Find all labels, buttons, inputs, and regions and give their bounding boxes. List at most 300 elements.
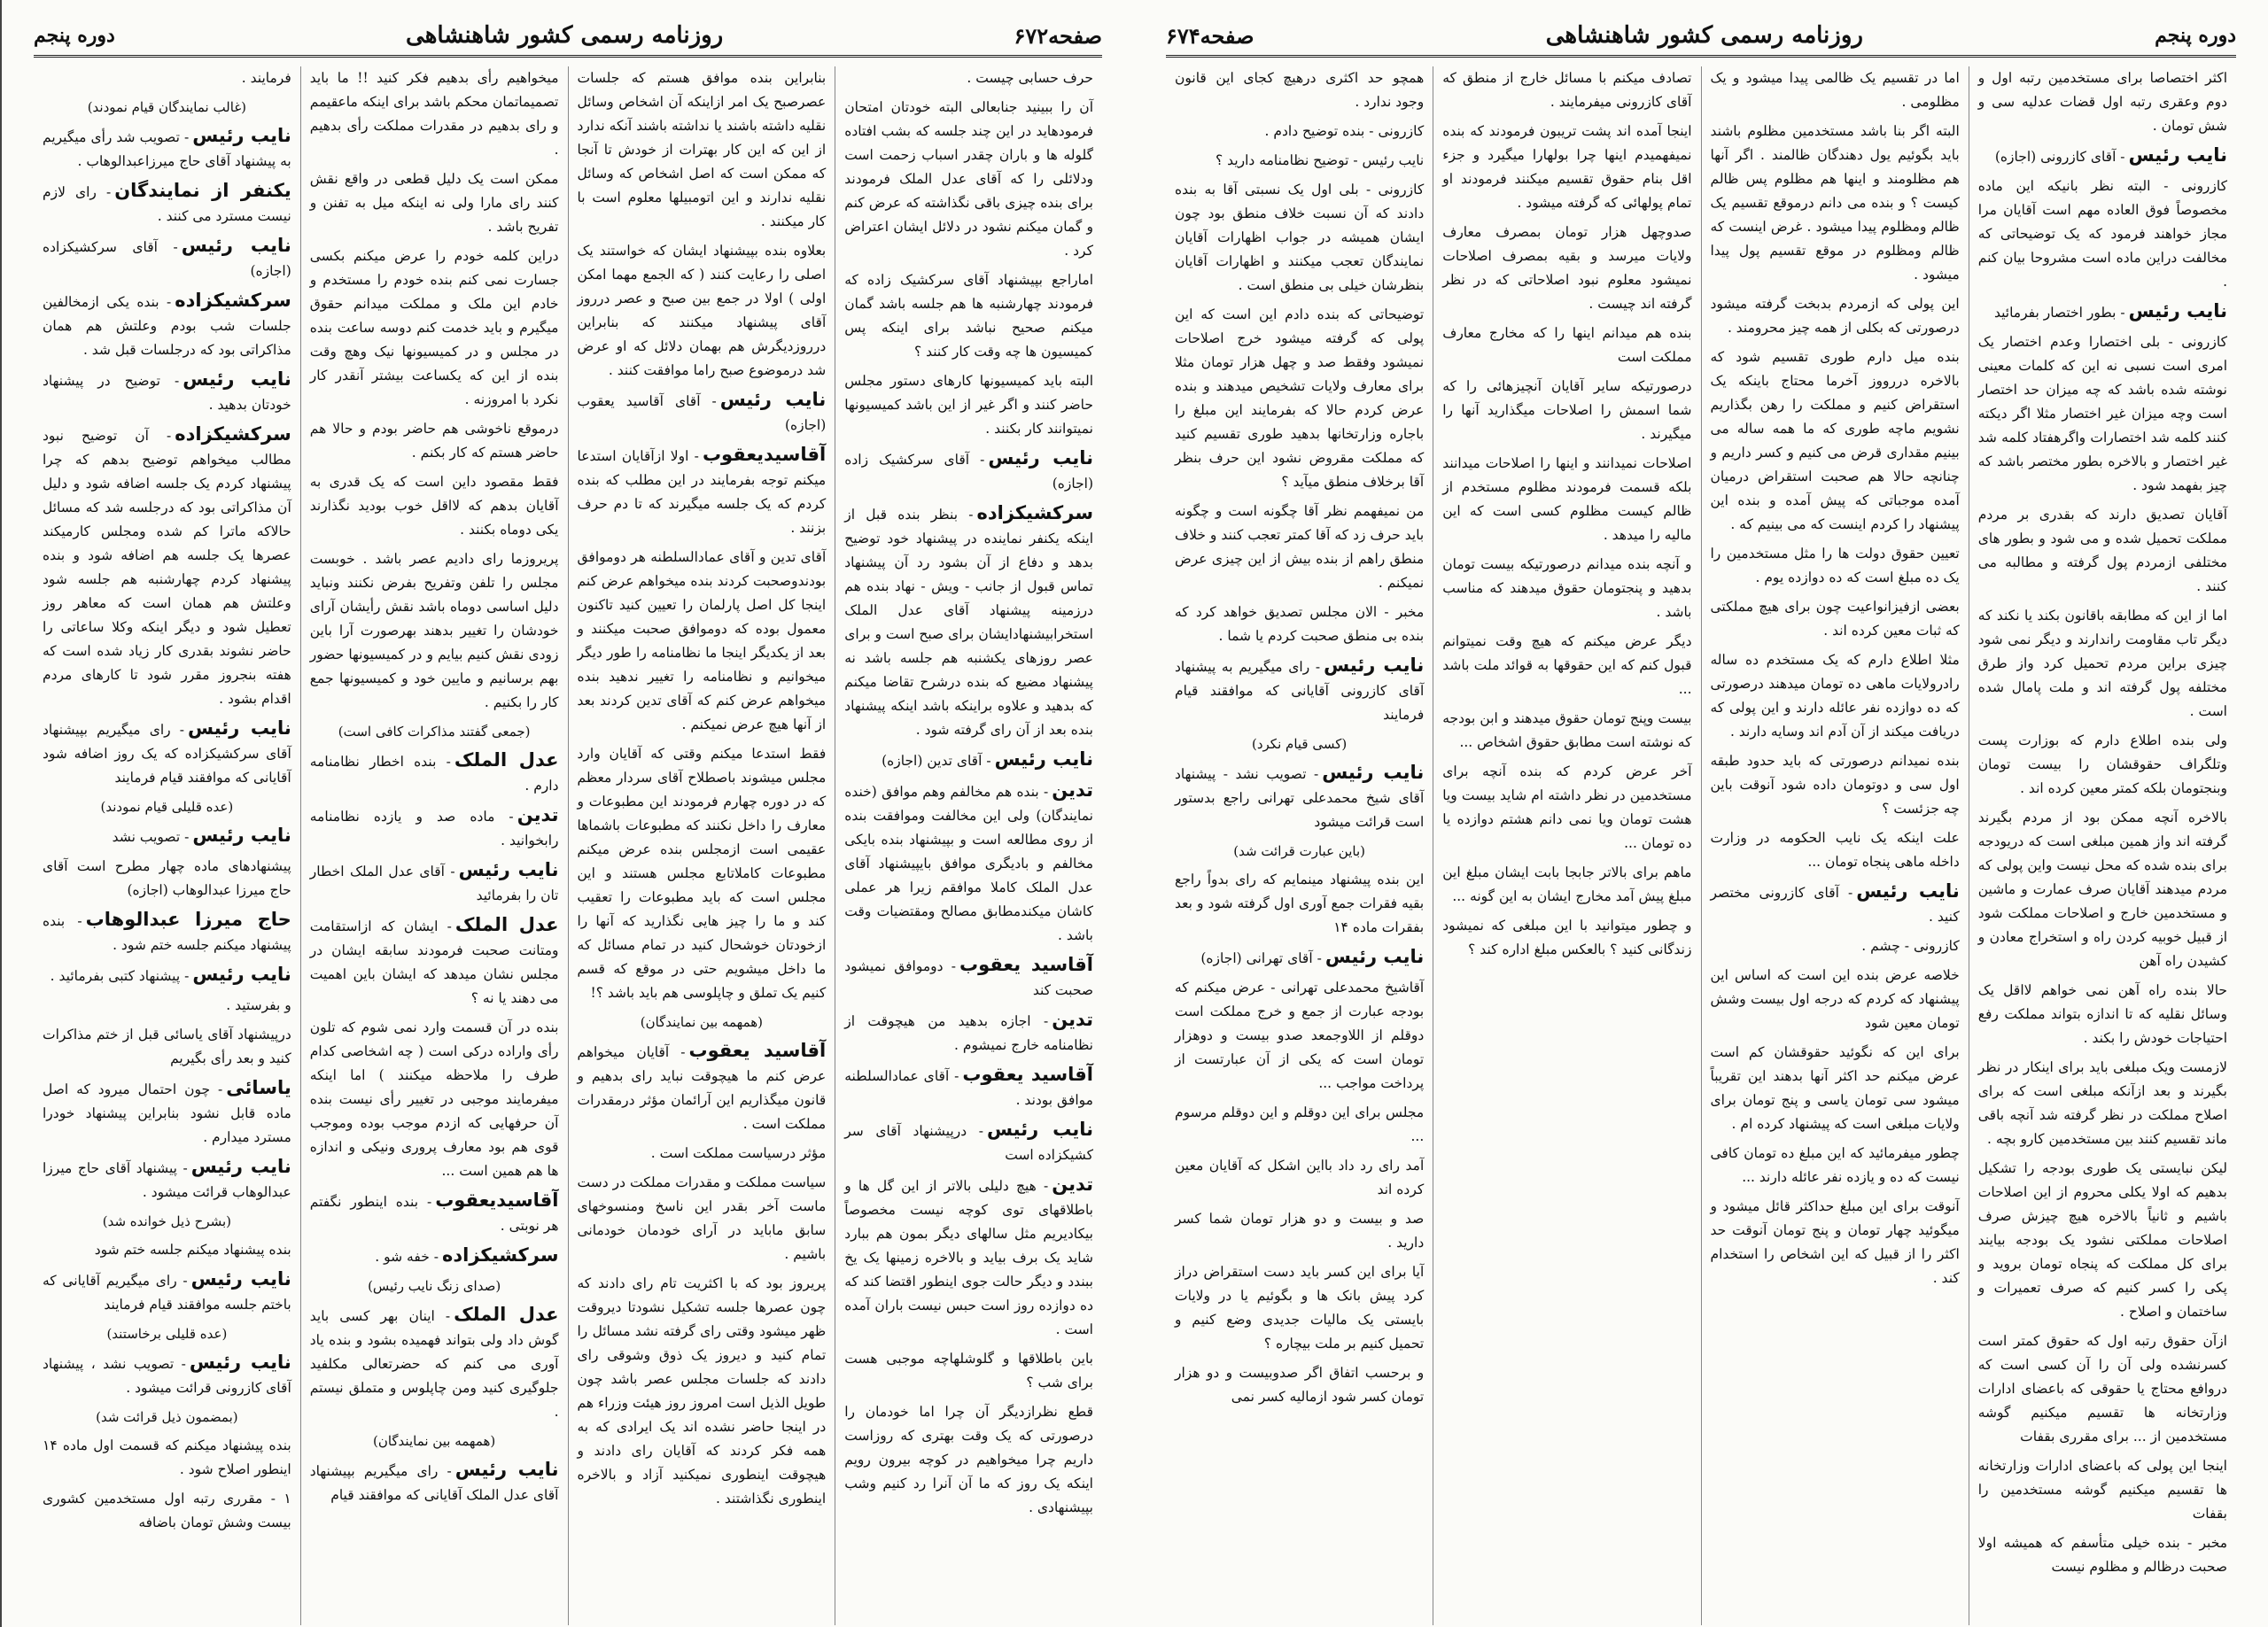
paragraph-text: بنابراین بنده موافق هستم که جلسات عصرصبح یک امر ازاینکه آن اشخاص وسائل نقلیه داشته باشند یا نداشته باشند آنکه ندارد از این که این کار بهترات از خودش تا آنجا که ممکن است که اصل اشخاص که وسائل نقلیه ندارند و این اتومبیلها معلوم است با کار میکنند . <box>577 70 827 229</box>
text-paragraph <box>1175 1154 1424 1202</box>
speaker-name: نایب رئیس <box>994 748 1093 770</box>
paragraph-text: دیگر عرض میکنم که هیچ وقت نمیتوانم قبول کنم که این حقوقها به قوائد ملت باشد ... <box>1442 633 1692 697</box>
speaker-name: نایب رئیس <box>719 389 827 410</box>
paragraph-text: - تصویب شد رأی میگیریم به پیشنهاد آقای حاج میرزاعبدالوهاب . <box>43 129 291 169</box>
text-paragraph <box>578 742 827 1005</box>
speech-paragraph <box>310 1458 559 1507</box>
paragraph-text: - بنده هم مخالفم وهم موافق (خنده نمایندگان) ولی این مخالفت وموافقت بنده از روی مطالعه است و بپیشنهاد بنده بایکی مخالفم و بادیگری موافق بایپیشنهاد آقای عدل الملک کاملا موافقم زیرا هر عملی کاشان میکندمطابق مصالح ومقتضیات وقت باشد . <box>844 784 1093 943</box>
paragraph-text: اینجا آمده اند پشت تریبون فرمودند که بنده نمیفهمیدم اینها چرا بولهارا میگیرد و جزء اقل بنام حقوق تقسیم میکنند فرمودند او تمام پولهائی که گرفته میشود . <box>1442 123 1692 211</box>
text-column <box>835 66 1102 1625</box>
speaker-name: نایب رئیس <box>192 964 291 985</box>
speaker-name: نایب رئیس <box>188 717 291 739</box>
paragraph-text: - تصویب نشد ، پیشنهاد آقای کازرونی قرائت میشود . <box>43 1356 291 1396</box>
text-paragraph <box>1978 1531 2227 1579</box>
text-paragraph <box>1442 120 1691 215</box>
speaker-name: سرکشیکزاده <box>976 502 1093 523</box>
stage-note: (جمعی گفتند مذاکرات کافی است) <box>338 724 531 740</box>
speaker-name: عدل الملک <box>454 914 559 935</box>
text-paragraph <box>1442 914 1691 962</box>
paragraph-text: پریروزما رای دادیم عصر باشد . خوبست مجلس را تلفن وتفریح بفرض نکنند ونباید دلیل اساسی دوماه باشد نقش رأیشان آرای خودشان را تغییر بدهند بهرصورت آرا باین زودی نقش کنیم بیایم و در کمیسیونها حضور بهم برسانیم و مایین خود و کمیسیونها جمع کار را بکنیم . <box>309 551 559 710</box>
speech-paragraph <box>1711 879 1960 929</box>
paragraph-text: تصادف میکنم با مسائل خارج از منطق که آقای کازرونی میفرمایند . <box>1442 70 1692 110</box>
text-paragraph <box>310 547 559 715</box>
newspaper-title: روزنامه رسمی کشور شاهنشاهی <box>1545 22 1863 49</box>
speaker-name: عدل الملک <box>454 1304 559 1325</box>
paragraph-text: همچو حد اکثری درهیچ کجای این قانون وجود ندارد . <box>1175 70 1425 110</box>
text-column <box>300 66 568 1625</box>
speech-paragraph <box>43 1076 291 1150</box>
columns <box>34 66 1102 1625</box>
speaker-name: تدین <box>1052 1009 1093 1030</box>
speech-paragraph <box>43 1155 291 1205</box>
text-paragraph <box>1711 826 1960 874</box>
text-column <box>34 66 300 1625</box>
speaker-name: نایب رئیس <box>181 235 291 256</box>
speaker-name: نایب رئیس <box>192 825 291 846</box>
paragraph-text: اکثر اختصاصا برای مستخدمین رتبه اول و دوم وعقری رتبه اول قضات عدلیه سی و شش تومان . <box>1977 70 2227 134</box>
text-paragraph <box>1711 934 1960 958</box>
paragraph-text: برای این که نگوئید حقوقشان کم است عرض میکنم حد اکثر آنها بدهند این تقریباً میشود سی تومان یاسی و پنج تومان برای ولایات مبلغی است که پیشنهاد کرده ام . <box>1710 1044 1960 1132</box>
text-paragraph <box>310 1016 559 1183</box>
stage-note: (باین عبارت قرائت شد) <box>1233 843 1365 859</box>
stage-note: (غالب نمایندگان قیام نمودند) <box>87 99 247 115</box>
speaker-name: نایب رئیس <box>2128 300 2227 322</box>
text-paragraph <box>310 167 559 239</box>
paragraph-text: میخواهیم رأی بدهیم فکر کنید !! ما باید تصمیماتمان محکم باشد برای اینکه ماعقیمم و رای بدهیم در مقدرات مملکت رأی بدهیم . <box>309 70 559 158</box>
speaker-name: نایب رئیس <box>192 125 291 146</box>
paragraph-text: آنوقت برای این مبلغ حداکثر قائل میشود و میگوئید چهار تومان و پنج تومان آنوقت حد اکثر را از قبیل که این اشخاص را استخدام کند . <box>1710 1198 1960 1286</box>
paragraph-text: تعیین حقوق دولت ها را مثل مستخدمین را یک ده مبلغ است که ده دوازده یوم . <box>1710 546 1960 585</box>
text-column <box>1701 66 1969 1625</box>
paragraph-text: آخر عرض کردم که بنده آنچه برای مستخدمین در نظر داشته ام شاید بیست ویا هشت تومان ویا نمی دانم هشتم دوازده یا ده تومان ... <box>1442 763 1692 851</box>
text-paragraph <box>1175 600 1424 648</box>
speaker-name: تدین <box>1052 1174 1093 1195</box>
stage-note: (بشرح ذیل خوانده شد) <box>102 1213 232 1229</box>
stage-note: (بمضمون ذیل قرائت شد) <box>96 1409 238 1425</box>
speech-paragraph <box>844 1063 1093 1112</box>
speaker-name: آقاسید یعقوب <box>959 954 1094 975</box>
paragraph-text: - بنده پیشنهاد میکنم جلسه ختم شود . <box>43 913 291 953</box>
text-paragraph <box>1442 861 1691 909</box>
text-paragraph <box>1442 221 1691 316</box>
speech-paragraph <box>844 1173 1093 1342</box>
speech-paragraph <box>43 234 291 283</box>
paragraph-text: بنده نمیدانم درصورتی که باید حدود طبقه اول سی و دوتومان داده شود آنوقت باین چه جزئست ؟ <box>1710 753 1960 817</box>
issue-label: دوره پنجم <box>2155 24 2236 47</box>
page-left <box>1134 0 2268 1627</box>
paragraph-text: توضیحاتی که بنده دادم این است که این پولی که گرفته میشود خرج اصلاحات نمیشود وفقط صد و چهل هزار تومان مثلا برای معارف ولایات تشخیص میدهند و بنده عرض کردم حالا که بفرمایند این مبلغ را باجاره وزارتخانها بدهید طوری تقسیم کنید که مملکت مقروض نشود این حرف بنظر آقا برخلاف منطق میآید ؟ <box>1175 306 1425 490</box>
text-paragraph <box>1442 375 1691 446</box>
text-paragraph <box>578 1171 827 1267</box>
speech-paragraph <box>1978 143 2227 169</box>
paragraph-text: - آقای عدل الملک اخطار تان را بفرمائید <box>309 864 559 903</box>
text-paragraph <box>1442 66 1691 114</box>
speech-paragraph <box>310 1189 559 1238</box>
paragraph-text: آقای تدین و آقای عمادالسلطنه هر دوموافق بودندوصحبت کردند بنده میخواهم عرض کنم اینجا کل اصل پارلمان را تعیین کنید تاکنون معمول بوده که دوموافق صحبت میکنند و بعد از یکدیگر اینجا ما نظامنامه را طور دیگر میخوانیم و نظامنامه را تغییر ندهید بنده میخواهم عرض کنم که آقای تدین کردند بعد از آنها هیچ عرض نمیکنم . <box>577 549 827 732</box>
speaker-name: نایب رئیس <box>190 1268 291 1290</box>
text-paragraph <box>1711 1041 1960 1136</box>
speaker-name: نایب رئیس <box>190 1156 291 1177</box>
text-paragraph <box>1711 964 1960 1035</box>
text-paragraph <box>578 1142 827 1166</box>
text-paragraph <box>1175 149 1424 173</box>
speaker-name: سرکشیکزاده <box>441 1244 559 1266</box>
paragraph-text: ولی بنده اطلاع دارم که بوزارت پست وتلگراف حقوقشان را بیست تومان وبنجتومان بلکه کمتر معین کرده اند . <box>1977 732 2227 796</box>
paragraph-text: دراین کلمه خودم را عرض میکنم بکسی جسارت نمی کنم بنده خودم را مستخدم و خادم این ملک و مملکت میدانم حقوق میگیرم و باید خدمت کنم دوسه ساعت بنده در مجلس و در کمیسیونها نیک وهچ وقت بنده از این که یکساعت بیشتر آنقدر کار نکرد با امروزنه . <box>309 248 559 407</box>
text-paragraph <box>844 268 1093 364</box>
speaker-name: سرکشیکزاده <box>175 290 291 311</box>
text-paragraph <box>1711 648 1960 744</box>
paragraph-text: کازرونی - بلی اختصارا وعدم اختصار یک امری است نسبی نه این که کلمات معینی نوشته شده باشد که چه میزان حد اختصار است وچه میزان غیر اختصار مثلا اگر دیکته کنند کلمه شد اختصارات واگرهفتاد کلمه شد غیر اختصار و بالاخره بطور مختصر باشد که چیز بفهمد شود . <box>1977 334 2227 493</box>
paragraph-text: حالا بنده راه آهن نمی خواهم لااقل یک وسائل نقلیه که تا اندازه بتواند مملکت رفع احتیاجات خودش را بکند . <box>1977 982 2227 1046</box>
paragraph-text: - رای میگیریم آقایانی که باختم جلسه موافقند قیام فرمایند <box>43 1273 291 1313</box>
text-paragraph <box>1978 604 2227 724</box>
speech-paragraph <box>844 748 1093 773</box>
speaker-name: نایب رئیس <box>986 1119 1093 1140</box>
paragraph-text: - آن توضیح نبود مطالب میخواهم توضیح بدهم که چرا پیشنهاد کردم یک جلسه اضافه شود و دلیل آن مذاکراتی بود که درجلسه شد که مسائل حالاکه ماترا کم شده ومجلس کارمیکند عصرها یک جلسه هم اضافه شود و بنده پیشنهاد کردم چهارشنبه هم جلسه شود وعلتش هم همان است که معاهر روز تعطیل شود و دیگر اینکه وکلا ساعاتی را حاضر نشوند بقدری کار زیاد شده است که هفته بنجروز مقرر شود تا کارهای مردم اقدام بشود . <box>43 428 291 707</box>
speech-paragraph <box>844 446 1093 496</box>
text-paragraph <box>1711 1195 1960 1290</box>
text-paragraph <box>1978 1454 2227 1526</box>
text-paragraph <box>1175 120 1424 143</box>
paragraph-text: البته باید کمیسیونها کارهای دستور مجلس حاضر کنند و اگر غیر از این باشد کمیسیونها نمیتوانند کار بکنند . <box>844 373 1093 437</box>
page-header <box>1166 16 2236 58</box>
speaker-name: نایب رئیس <box>1856 880 1960 902</box>
text-paragraph <box>844 1347 1093 1395</box>
paragraph-text: مخبر - الان مجلس تصدیق خواهد کرد که بنده بی منطق صحبت کردم یا شما . <box>1175 604 1425 644</box>
paragraph-text: این بنده پیشنهاد مینمایم که رای بدواً راجع بقیه فقرات جمع آوری اول گرفته شود و بعد بفقرات ماده ۱۴ <box>1175 872 1425 935</box>
speaker-name: تدین <box>1052 779 1093 801</box>
text-paragraph <box>1442 322 1691 369</box>
text-paragraph <box>578 1272 827 1511</box>
speaker-name: یکنفر از نمایندگان <box>114 180 291 201</box>
text-paragraph <box>310 417 559 465</box>
paragraph-text: - آقای کازرونی مختصر کنید . <box>1710 885 1960 925</box>
paragraph-text: - بنظر بنده قبل از اینکه یکنفر نماینده در پیشنهاد خود توضیح بدهد و دفاع از آن بشود رد آن پیشنهاد تماس قبول از جانب - ویش - نهاد بنده هم درزمینه پیشنهاد آقای عدل الملک استخرابیشنهادایشان برای صبح است و برای عصر روزهای یکشنبه هم جلسه باشد نه پیشنهاد مضیع که بنده درشرح تقاضا میکنم که بدهید و علاوه براینکه باشد اینکه پیشنهاد بنده بعد از آن رای گرفته شود . <box>844 507 1093 738</box>
text-paragraph <box>844 66 1093 90</box>
paragraph-text: فقط استدعا میکنم وقتی که آقایان وارد مجلس میشوند باصطلاح آقای سردار معظم که در دوره چهارم فرمودند این مطبوعات و معارف را داخل نکنند که مطبوعات باشماها عقیمی است ازمجلس بنده عرض میکنم مطبوعات کاملاتابع مجلس هستند و این مجلس است که باید مطبوعات را تعقیب کند و ما را چیز هایی نگذارید که آنها را ازخودتان خوشحال کنید در تمام مسائل که ما داخل میشویم حتی در موقع که قسم کنیم یک تملق و چاپلوسی هم باید باشد ؟! <box>577 746 827 1001</box>
speech-paragraph <box>43 908 291 957</box>
paragraph-text: آیا برای این کسر باید دست استقراض دراز کرد پیش بانک ها و بگوئیم یا در ولایات بایستی یک مالیات جدیدی وضع کنیم و تحمیل کنیم بر ملت بیچاره ؟ <box>1175 1264 1425 1352</box>
paragraph-text: - آقای کازرونی (اجازه) <box>1994 149 2125 165</box>
paragraph-text: - ماده صد و یازده نظامنامه رابخوانید . <box>309 809 559 848</box>
text-paragraph <box>1978 330 2227 498</box>
text-paragraph <box>1978 979 2227 1050</box>
paragraph-text: حرف حسابی چیست . <box>967 70 1093 86</box>
paragraph-text: ممکن است یک دلیل قطعی در واقع نقش کنند رای مارا ولی نه اینکه میل به تفنن و تفریح باشد . <box>309 171 559 235</box>
paragraph-text: باین باطلاقها و گلوشلهاچه موجبی هست برای شب ؟ <box>844 1351 1093 1391</box>
text-paragraph <box>43 994 291 1018</box>
speech-paragraph <box>310 1243 559 1269</box>
paragraph-text: - پیشنهاد کتبی بفرمائید . <box>50 968 190 984</box>
paragraph-text: بنده پیشنهاد میکنم که قسمت اول ماده ۱۴ اینطور اصلاح شود . <box>43 1437 291 1477</box>
paragraph-text: - تصویب نشد - پیشنهاد آقای شیخ محمدعلی تهرانی راجع بدستور است قرائت میشود <box>1175 766 1425 830</box>
text-paragraph <box>1442 553 1691 624</box>
text-paragraph <box>1175 1207 1424 1255</box>
text-paragraph <box>1442 630 1691 701</box>
text-paragraph <box>310 470 559 542</box>
text-column <box>1166 66 1433 1625</box>
text-column <box>568 66 835 1625</box>
speaker-name: نایب رئیس <box>1324 655 1425 676</box>
paragraph-text: - اینان بهر کسی باید گوش داد ولی بتواند فهمیده بشود و بنده یاد آوری می کنم که حضرتعالی مکلفید جلوگیری کنید ومن چاپلوس و متملق نیستم . <box>309 1308 559 1420</box>
text-paragraph <box>1442 452 1691 547</box>
paragraph-text: - بنده یکی ازمخالفین جلسات شب بودم وعلتش هم همان مذاکراتی بود که درجلسات قبل شد . <box>43 294 291 358</box>
paragraph-text: و برحسب اتفاق اگر صدوبیست و دو هزار تومان کسر شود ازمالیه کسر نمی <box>1175 1365 1425 1405</box>
speech-paragraph <box>578 1039 827 1136</box>
paragraph-text: آن را ببینید جنابعالی البته خودتان امتحان فرمودهاید در این چند جلسه که بشب افتاده گلوله ها و باران چقدر اسباب زحمت است ودلائلی را که آقای عدل الملک فرمودند برای بنده چیزی باقی نگذاشته که عرض کنم و گمان میکنم نشود در دلائل ایشان اعتراض کرد . <box>844 99 1093 259</box>
paragraph-text: - رای میگیریم بپیشنهاد آقای عدل الملک آقایانی که موافقند قیام <box>309 1463 559 1503</box>
paragraph-text: و چطور میتوانید با این مبلغی که نمیشود زندگانی کنید ؟ بالعکس مبلغ اداره کند ؟ <box>1442 918 1692 957</box>
speech-paragraph <box>1175 945 1424 971</box>
paragraph-text: مؤثر درسیاست مملکت است . <box>650 1145 827 1161</box>
paragraph-text: چطور میفرمائید که این مبلغ ده تومان کافی نیست که ده و یازده نفر عائله دارند ... <box>1710 1145 1960 1185</box>
speech-paragraph <box>578 388 827 438</box>
speaker-name: نایب رئیس <box>1324 946 1425 967</box>
text-paragraph <box>1711 292 1960 340</box>
paragraph-text: - اجازه بدهید من هیچوقت از نظامنامه خارج نمیشوم . <box>844 1013 1093 1053</box>
paragraph-text: - بطور اختصار بفرمائید <box>1993 305 2125 321</box>
paragraph-text: - توضیح در پیشنهاد خودتان بدهید . <box>43 373 291 413</box>
speaker-name: یاسائی <box>226 1077 291 1098</box>
text-paragraph <box>1175 303 1424 494</box>
text-paragraph <box>1175 66 1424 114</box>
text-paragraph <box>1711 595 1960 643</box>
speaker-name: آقاسید یعقوب <box>962 1064 1094 1085</box>
speech-paragraph <box>310 803 559 853</box>
speaker-name: نایب رئیس <box>183 368 291 390</box>
paragraph-text: - بنده اینطور نگفتم هر نوبتی . <box>309 1194 559 1234</box>
text-paragraph <box>1175 178 1424 298</box>
paragraph-text: - رای لازم نیست مسترد می کنند . <box>43 184 291 224</box>
paragraph-text: سیاست مملکت و مقدرات مملکت در دست ماست آخر بقدر این ناسخ ومنسوخهای سابق مابايد در آرای خودمان خودمانی باشیم . <box>577 1174 827 1262</box>
paragraph-text: البته اگر بنا باشد مستخدمین مظلوم باشند باید بگوئیم یول دهندگان ظالمند . اگر آنها هم مظلومند و اینها هم مظلوم پس ظالم کیست ؟ و بنده می دانم درموقع تقسیم یک ظالم ومظلوم پیدا میشود . غرض اینست که ظالم ومظلوم در موقع تقسیم پول پیدا میشود . <box>1710 123 1960 283</box>
paragraph-text: مخبر - بنده خیلی متأسفم که همیشه اولا صحبت درظالم و مظلوم نیست <box>1977 1535 2227 1575</box>
speech-paragraph <box>844 953 1093 1003</box>
speech-paragraph <box>844 1118 1093 1167</box>
paragraph-text: اماراجع بپیشنهاد آقای سرکشیک زاده که فرمودند چهارشنبه ها هم جلسه باشد گمان میکنم صحیح نباشد برای اینکه پس کمیسیون ها چه وقت کار کنند ؟ <box>844 272 1093 360</box>
text-paragraph <box>1711 542 1960 590</box>
speech-paragraph <box>310 913 559 1011</box>
speech-paragraph <box>43 289 291 362</box>
speech-paragraph <box>43 824 291 849</box>
speech-paragraph <box>1978 299 2227 325</box>
text-paragraph <box>844 1400 1093 1520</box>
speech-paragraph <box>578 443 827 540</box>
speaker-name: حاج میرزا عبدالوهاب <box>85 909 291 930</box>
text-paragraph <box>1175 868 1424 940</box>
paragraph-text: درموقع ناخوشی هم حاضر بودم و حالا هم حاضر هستم که کار بکنم . <box>309 421 559 461</box>
paragraph-text: - دوموافق نمیشود صحبت کند <box>844 958 1093 998</box>
text-paragraph <box>578 546 827 737</box>
stage-note: (همهمه بین نمایندگان) <box>372 1433 496 1449</box>
paragraph-text: فقط مقصود داین است که یک قدری به آقایان بدهم که لااقل خوب بودید نگذارند یکی دوماه بکنند . <box>309 474 559 538</box>
paragraph-text: - هیچ دلیلی بالاتر از این گل ها و باطلاقهای توی کوچه نیست مخصوصاً بیکادیریم مثل سالهای دیگر بمون هم ببارد شاید یک برف بیاید و بالاخره زمینها یک یخ ببندد و دیگر حالت جوی اینطور اقتضا کند که ده دوازده روز است حبس نیست باران آمده است . <box>844 1178 1093 1337</box>
paragraph-text: - ایشان که ازاستقامت ومتانت صحبت فرمودند سابقه ایشان در مجلس نشان میدهد که ایشان باین اهمیت می دهند یا نه ؟ <box>309 918 559 1006</box>
text-paragraph <box>1978 729 2227 801</box>
speaker-name: نایب رئیس <box>189 1352 291 1373</box>
speaker-name: نایب رئیس <box>454 1459 559 1480</box>
stage-note: (کسی قیام نکرد) <box>1252 736 1348 752</box>
text-paragraph <box>43 855 291 903</box>
page-number: صفحه۶۷۲ <box>1014 22 1102 49</box>
page-number: صفحه۶۷۴ <box>1166 22 1254 49</box>
speech-paragraph <box>844 1008 1093 1058</box>
paragraph-text: من نمیفهمم نظر آقا چگونه است و چگونه باید حرف زد که آقا کمتر تعجب کنند و خلاف منطق راهم از بنده بیش از این چیزی عرض نمیکنم . <box>1175 503 1425 591</box>
paragraph-text: بنده در آن قسمت وارد نمی شوم که تلون رأی واراده درکی است ( چه اشخاصی کدام طرف را ملاحظه میکنند ) اما اینکه میفرمایند موجبی در تغییر رأی نیست بنده آن حرفهایی که ازدم موجب بوده وموجب قوی هم بود معارف پروری ونیکی و اندازه ها هم همین است ... <box>309 1019 559 1179</box>
speech-paragraph <box>310 858 559 908</box>
stage-note: (عده قلیلی برخاستند) <box>106 1326 228 1342</box>
speech-paragraph <box>310 1303 559 1424</box>
text-paragraph <box>1711 1142 1960 1189</box>
paragraph-text: اما از این که مطابقه باقانون بکند یا نکند که دیگر تاب مقاومت راندارند و دیگر نمی شود چیزی براین مردم تحمیل کرد واز طرق مختلفه پول گرفته اند و ملت پامال شده است . <box>1977 608 2227 719</box>
text-paragraph <box>43 1487 291 1535</box>
text-paragraph <box>1978 1329 2227 1449</box>
paragraph-text: کازرونی - بلی اول یک نسبتی آقا به بنده دادند که آن نسبت خلاف منطق بود چون ایشان همیشه در جواب اظهارات آقایان نمایندگان تعجب میکنند و اظهارات آقایان بنظرشان خیلی بی منطق است . <box>1175 182 1425 293</box>
speech-paragraph <box>43 422 291 711</box>
text-paragraph <box>1175 1361 1424 1409</box>
text-paragraph <box>1175 1260 1424 1356</box>
paragraph-text: لیکن نبایستی یک طوری بودجه را تشکیل بدهیم که اولا یکلی محروم از این اصلاحات باشیم و ثانیاً بالاخره هیچ چیزش صرف اصلاحات مملکتی نشود یک بودجه بیایند برای کل مملکت که پنجاه تومان بروید و پکی را کسر کنیم که صرف تعمیرات و ساختمان و اصلاح . <box>1977 1160 2227 1320</box>
paragraph-text: ماهم برای بالاتر جابجا بابت ایشان مبلغ این مبلغ پیش آمد مخارج ایشان به این گونه ... <box>1442 864 1692 904</box>
paragraph-text: مجلس برای این دوقلم و این دوقلم مرسوم ... <box>1175 1104 1425 1144</box>
text-column <box>1433 66 1700 1625</box>
paragraph-text: - آقای سرکشیک زاده (اجازه) <box>844 452 1093 492</box>
text-paragraph <box>1978 806 2227 973</box>
text-paragraph <box>43 1238 291 1262</box>
paragraph-text: - آقای عمادالسلطنه موافق بودند . <box>844 1068 1093 1108</box>
paragraph-text: اما در تقسیم یک ظالمی پیدا میشود و یک مظلومی . <box>1710 70 1960 110</box>
paragraph-text: درپیشنهاد آقای یاسائی قبل از ختم مذاکرات کنید و بعد رأی بگیریم <box>43 1027 291 1066</box>
text-paragraph <box>578 239 827 383</box>
text-paragraph <box>1978 66 2227 138</box>
speech-paragraph <box>43 1267 291 1317</box>
newspaper-title: روزنامه رسمی کشور شاهنشاهی <box>406 22 724 49</box>
paragraph-text: - آقای تهرانی (اجازه) <box>1200 950 1322 966</box>
paragraph-text: آقاشیخ محمدعلی تهرانی - عرض میکنم که بودجه عبارت از جمع و خرج مملکت است دوقلم از اللاوجمعد صدو بیست و دوهزار تومان است که یکی از آن عبارتست از پرداخت مواجب ... <box>1175 980 1425 1091</box>
paragraph-text: بالاخره آنچه ممکن بود از مردم بگیرند گرفته اند واز همین مبلغی است که دریودجه برای بنده شده که محل نیست واین پولی که مردم میدهند آقایان صرف عمارت و ماشین و مستخدمین خارج و اصلاحات مملکت شود از قبیل خوبیه کردن راه و استخراج معادن و کشیدن راه آهن <box>1977 810 2227 969</box>
paragraph-text: علت اینکه یک نایب الحکومه در وزارت داخله ماهی پنجاه تومان ... <box>1710 830 1960 870</box>
speech-paragraph <box>1175 761 1424 834</box>
paragraph-text: بعلاوه بنده بپیشنهاد ایشان که خواستند یک اصلی را رعایت کنند ( که الجمع مهما امکن اولی ) اولا در جمع بین صبح و عصر درروز آقای پیشنهاد میکنند که بنابراین درروزدیگرش هم بهمان دلائل که او عرض شد درموضوع صبح راما موافقت کنند . <box>577 243 827 378</box>
speaker-name: آقاسیدیعقوب <box>702 444 827 465</box>
paragraph-text: فرمایند . <box>241 70 291 86</box>
speech-paragraph <box>43 124 291 174</box>
speaker-name: نایب رئیس <box>988 447 1094 469</box>
speaker-name: نایب رئیس <box>2128 144 2227 166</box>
paragraph-text: و آنچه بنده میدانم درصورتیکه بیست تومان بدهید و پنجتومان حقوق میدهند که مناسب باشد . <box>1442 556 1692 620</box>
speaker-name: آقاسیدیعقوب <box>435 1189 559 1211</box>
paragraph-text: پریروز بود که با اکثریت تام رای دادند که چون عصرها جلسه تشکیل نشودتا دیروقت ظهر میشود وقتی رای گرفته نشد مسائل را تمام کنید و دیروز یک ذوق وشوقی رای دادند که جلسات مجلس عصر باشد چون طویل الذیل است امروز روز هیئت وزراء هم در اینجا حاضر نشده اند یک ایرادی که به همه فکر کردند که آقایان رای دادند و هیچوقت اینطوری نمیکنید آزاد و بالاخره اینطوری نگذاشتند . <box>577 1275 827 1507</box>
paragraph-text: پیشنهادهای ماده چهار مطرح است آقای حاج میرزا عبدالوهاب (اجازه) <box>43 858 291 898</box>
speech-paragraph <box>844 501 1093 742</box>
paragraph-text: - چون احتمال میرود که اصل ماده قابل نشود بنابراین پیشنهاد خودرا مسترد میدارم . <box>43 1081 291 1145</box>
text-paragraph <box>578 66 827 234</box>
text-paragraph <box>1711 749 1960 821</box>
paragraph-text: صدوچهل هزار تومان بمصرف معارف ولایات میرسد و بقیه بمصرف اصلاحات نمیشود معلوم نبود اصلاحاتی که در نظر گرفته اند چیست . <box>1442 224 1692 312</box>
paragraph-text: نایب رئیس - توضیح نظامنامه دارید ؟ <box>1216 152 1425 168</box>
issue-label: دوره پنجم <box>34 24 115 47</box>
paragraph-text: بنده میل دارم طوری تقسیم شود که بالاخره دررووز آخرما محتاج باینکه یک استقراض کنیم و مملکت را رهن بگذاریم نشویم ماچه طوری که ما همه ساله می بینیم مقداری قرض می کنیم و کسر داریم و چنانچه حالا هم صحبت استقراض درمیان آمده موجباتی که پیش آمده و بنده این پیشنهاد را کردم اینست که می بینیم که . <box>1710 349 1960 532</box>
paragraph-text: بعضی ازفیزانواعیت چون برای هیچ مملکتی که ثبات معین کرده اند . <box>1710 599 1960 639</box>
paragraph-text: - رای میگیریم به پیشنهاد آقای کازرونی آقایانی که موافقند قیام فرمایند <box>1175 659 1425 723</box>
paragraph-text: اینجا این پولی که باعضای ادارات وزارتخانه ها تقسیم میکنیم گوشه مستخدمین را بقفات <box>1977 1458 2227 1522</box>
paragraph-text: کازرونی - بنده توضیح دادم . <box>1264 123 1425 139</box>
text-paragraph <box>43 1434 291 1482</box>
paragraph-text: - آقایان میخواهم عرض کنم ما هیچوقت نباید رای بدهیم و قانون میگذاریم این آرائمان مؤثر درمقدرات مملکت است . <box>577 1044 827 1132</box>
stage-note: (صدای زنگ نایب رئیس) <box>368 1278 501 1294</box>
paragraph-text: لازمست ویک مبلغی باید برای اینکار در نظر بگیرند و بعد ازآنکه مبلغی است که برای اصلاح مملکت در نظر گرفته شد آنچه باقی ماند تقسیم کنند بین مستخدمین کارو بچه . <box>1977 1059 2227 1147</box>
columns <box>1166 66 2236 1625</box>
speech-paragraph <box>43 717 291 790</box>
paragraph-text: - درپیشنهاد آقای سر کشیکزاده است <box>844 1123 1093 1163</box>
text-paragraph <box>43 1023 291 1071</box>
speech-paragraph <box>43 368 291 417</box>
paragraph-text: خلاصه عرض بنده این است که اساس این پیشنهاد که کردم که درجه اول بیست وشش تومان معین شود <box>1710 967 1960 1031</box>
paragraph-text: قطع نظرازدیگر آن چرا اما خودمان را درصورتی که یک وقت بهتری که روزاست داریم چرا میخواهیم در کوچه بیرون رویم اینکه یک روز که ما آن آنرا رد کنیم وشب بپیشنهادی . <box>844 1404 1093 1515</box>
text-paragraph <box>1978 1157 2227 1324</box>
text-paragraph <box>844 96 1093 263</box>
text-paragraph <box>43 66 291 90</box>
paragraph-text: صد و بیست و دو هزار تومان شما کسر دارید . <box>1175 1211 1425 1251</box>
paragraph-text: ازآن حقوق رتبه اول که حقوق کمتر است کسرنشده ولی آن را آن کسی است که دروافع محتاج یا حقوقی که باعضای ادارات وزارتخانه ها تقسیم میکنیم گوشه مستخدمین از ... برای مقرری بقفات <box>1977 1333 2227 1445</box>
speech-paragraph <box>310 748 559 798</box>
paragraph-text: ۱ - مقرری رتبه اول مستخدمین کشوری بیست وشش تومان باضافه <box>43 1491 291 1530</box>
paragraph-text: بنده هم میدانم اینها را که مخارج معارف مملکت است <box>1442 325 1692 365</box>
paragraph-text: کازرونی - البته نظر بانیکه این ماده مخصوصاً فوق العاده مهم است آقایان مرا مجاز خواهند فرمود که یک توضیحاتی که مخالفت دراین ماده است مشروحا بیان کنم . <box>1977 178 2227 290</box>
text-paragraph <box>1711 345 1960 537</box>
text-column <box>1969 66 2236 1625</box>
speaker-name: تدین <box>517 804 559 825</box>
stage-note: (همهمه بین نمایندگان) <box>640 1014 764 1030</box>
text-paragraph <box>1711 66 1960 114</box>
paragraph-text: - خفه شو . <box>375 1249 439 1265</box>
text-paragraph <box>1978 174 2227 294</box>
paragraph-text: درصورتیکه سایر آقایان آنچیزهائی را که شما اسمش را اصلاحات میگذارید آنها را میگیرند . <box>1442 378 1692 442</box>
text-paragraph <box>310 66 559 162</box>
paragraph-text: کازرونی - چشم . <box>1861 938 1960 954</box>
speech-paragraph <box>43 963 291 988</box>
paragraph-text: آمد رای رد داد بااین اشکل که آقایان معین کرده اند <box>1175 1158 1425 1197</box>
paragraph-text: - بنده اخطار نظامنامه دارم . <box>309 754 559 794</box>
text-paragraph <box>1175 1101 1424 1149</box>
speaker-name: آقاسید یعقوب <box>688 1040 827 1061</box>
page-header <box>34 16 1102 58</box>
stage-note: (عده قلیلی قیام نمودند) <box>100 799 234 815</box>
speaker-name: عدل الملک <box>454 749 559 771</box>
paragraph-text: بیست وپنج تومان حقوق میدهند و ابن بودجه که نوشته است مطابق حقوق اشخاص ... <box>1442 710 1692 750</box>
paragraph-text: بنده پیشنهاد میکنم جلسه ختم شود <box>94 1242 291 1258</box>
paragraph-text: اصلاحات نمیدانند و اینها را اصلاحات میدانند بلکه قسمت فرمودند مظلوم مستخدم از ظالم کیست مظلوم کسی است که این مالیه را میدهد . <box>1442 455 1692 543</box>
speech-paragraph <box>43 179 291 229</box>
text-paragraph <box>1978 1056 2227 1151</box>
speaker-name: نایب رئیس <box>458 859 559 880</box>
text-paragraph <box>1442 760 1691 856</box>
paragraph-text: - پیشنهاد آقای حاج میرزا عبدالوهاب قرائت میشود . <box>43 1160 291 1200</box>
paragraph-text: - آقای تدین (اجازه) <box>882 753 991 769</box>
paragraph-text: - اولا ازآقایان استدعا میکنم توجه بفرمایند در این مطلب که بنده کردم که یک جلسه میگیرند که تا دم حرف بزنند . <box>577 448 827 536</box>
speech-paragraph <box>1175 654 1424 727</box>
speech-paragraph <box>43 1351 291 1400</box>
speaker-name: نایب رئیس <box>1322 762 1425 783</box>
speaker-name: سرکشیکزاده <box>175 423 291 445</box>
paragraph-text: این پولی که ازمردم بدبخت گرفته میشود درصورتی که بکلی از همه چیز محرومند . <box>1710 296 1960 336</box>
text-paragraph <box>1711 120 1960 287</box>
paragraph-text: مثلا اطلاع دارم که یک مستخدم ده ساله رادرولایات ماهی ده تومان میدهند درصورتی که ده دوازده نفر عائله دارند و این پولی که دریافت میکند از آن آدم اند وسایه دارند . <box>1710 652 1960 740</box>
text-paragraph <box>1442 707 1691 755</box>
paragraph-text: و بفرستید . <box>226 997 291 1013</box>
paragraph-text: - آقای سرکشیکزاده (اجازه) <box>43 239 291 279</box>
